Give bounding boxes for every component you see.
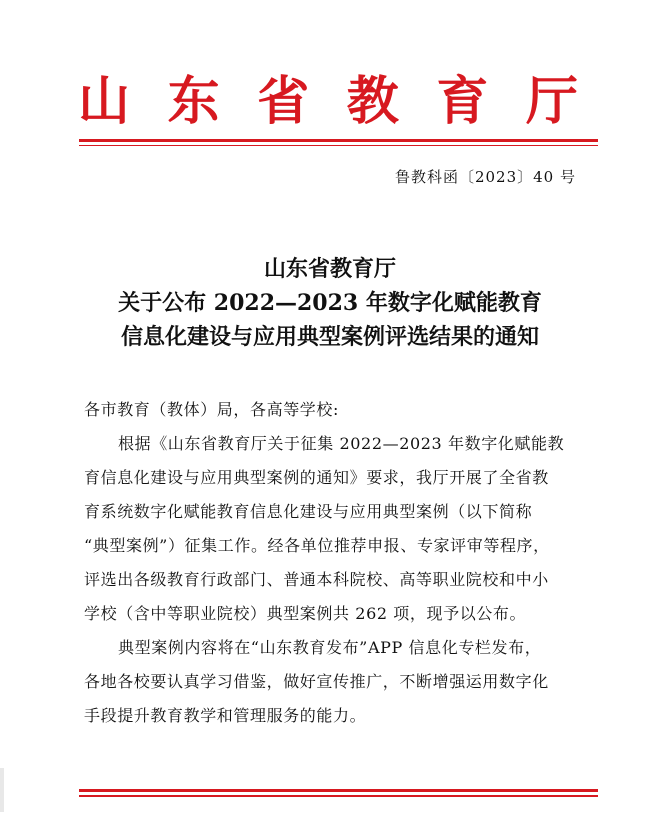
notice-title-line-1: 山东省教育厅 xyxy=(263,256,396,282)
masthead-title xyxy=(78,72,578,132)
masthead-char: 山 xyxy=(78,71,131,132)
scan-edge-mark xyxy=(0,768,4,812)
paragraph-1-line: “典型案例”）征集工作。经各单位推荐申报、专家评审等程序， xyxy=(84,536,550,555)
paragraph-1-line: 学校（含中等职业院校）典型案例共 262 项，现予以公布。 xyxy=(84,604,527,623)
masthead-char: 东 xyxy=(167,71,220,132)
footer-divider-thick xyxy=(79,789,598,792)
notice-title-line-2: 关于公布 2022—2023 年数字化赋能教育 xyxy=(118,290,542,316)
paragraph-1-line: 育信息化建设与应用典型案例的通知》要求，我厅开展了全省教 xyxy=(84,468,549,487)
masthead-char: 育 xyxy=(436,71,489,132)
paragraph-1-line: 根据《山东省教育厅关于征集 2022—2023 年数字化赋能教 xyxy=(118,434,565,453)
masthead-char: 厅 xyxy=(525,71,578,132)
salutation: 各市教育（教体）局，各高等学校: xyxy=(84,400,339,419)
document-number: 鲁教科函〔2023〕40 号 xyxy=(394,168,576,186)
masthead-char: 省 xyxy=(257,71,310,132)
masthead-divider-thin xyxy=(79,145,598,146)
paragraph-2-line: 各地各校要认真学习借鉴，做好宣传推广，不断增强运用数字化 xyxy=(84,672,549,691)
footer-divider-thin xyxy=(79,795,598,797)
masthead-char: 教 xyxy=(346,71,399,132)
paragraph-2-line: 典型案例内容将在“山东教育发布”APP 信息化专栏发布， xyxy=(118,638,542,657)
paragraph-1-line: 评选出各级教育行政部门、普通本科院校、高等职业院校和中小 xyxy=(84,570,549,589)
paragraph-1-line: 育系统数字化赋能教育信息化建设与应用典型案例（以下简称 xyxy=(84,502,533,521)
notice-title-line-3: 信息化建设与应用典型案例评选结果的通知 xyxy=(120,324,539,350)
paragraph-2-line: 手段提升教育教学和管理服务的能力。 xyxy=(84,706,367,725)
masthead-divider-thick xyxy=(79,139,598,142)
